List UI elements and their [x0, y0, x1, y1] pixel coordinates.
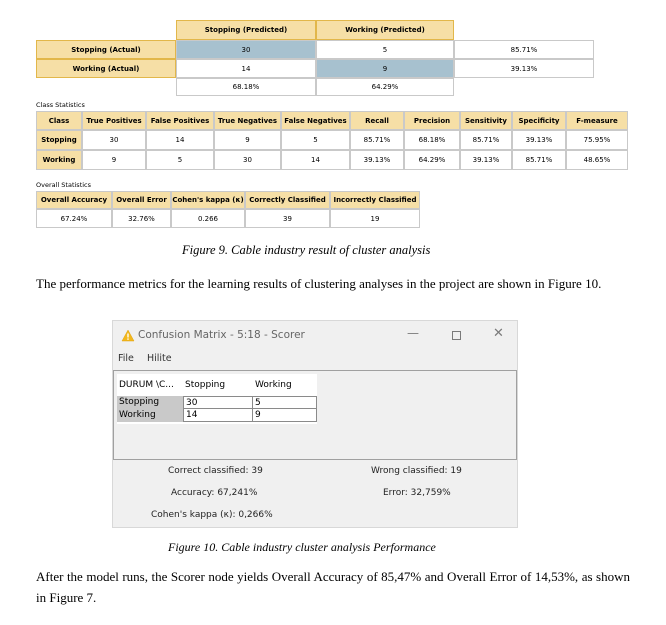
- accuracy-value: Accuracy: 67,241%: [171, 488, 258, 498]
- row-header-stopping-actual: Stopping (Actual): [36, 40, 176, 59]
- class-stats-header: Sensitivity: [460, 111, 512, 130]
- class-stats-cell: 9: [82, 150, 146, 170]
- grid-row-header-working[interactable]: Working: [117, 409, 183, 422]
- col-percentage: 68.18%: [176, 78, 316, 96]
- maximize-button[interactable]: [452, 331, 461, 340]
- grid-col-header-stopping: Stopping: [185, 380, 226, 390]
- class-stats-cell: 14: [281, 150, 350, 170]
- overall-statistics-title: Overall Statistics: [36, 181, 92, 189]
- class-stats-cell: 14: [146, 130, 214, 150]
- cohens-kappa-value: Cohen's kappa (κ): 0,266%: [151, 510, 273, 520]
- row-percentage: 85.71%: [454, 40, 594, 59]
- grid-row-header-stopping[interactable]: Stopping: [117, 396, 183, 409]
- overall-stats-cell: 39: [245, 209, 330, 228]
- minimize-button[interactable]: —: [407, 326, 419, 340]
- paragraph-2: After the model runs, the Scorer node yields Overall Accuracy of 85,47% and Overall Error of 14,53%, as shown in Figure 7.: [36, 569, 630, 605]
- class-stats-cell: 9: [214, 130, 281, 150]
- class-stats-cell: 30: [214, 150, 281, 170]
- class-stats-cell: 39.13%: [350, 150, 404, 170]
- overall-stats-cell: 32.76%: [112, 209, 171, 228]
- class-stats-cell: 39.13%: [512, 130, 566, 150]
- col-percentage: 64.29%: [316, 78, 454, 96]
- class-stats-cell: 85.71%: [350, 130, 404, 150]
- grid-cell[interactable]: 5: [253, 396, 317, 409]
- confusion-matrix-window: [112, 320, 518, 528]
- overall-stats-header: Incorrectly Classified: [330, 191, 420, 209]
- class-stats-cell: 48.65%: [566, 150, 628, 170]
- overall-stats-cell: 19: [330, 209, 420, 228]
- overall-stats-header: Cohen's kappa (κ): [171, 191, 245, 209]
- close-button[interactable]: ✕: [493, 326, 504, 341]
- class-stats-header: True Positives: [82, 111, 146, 130]
- row-percentage: 39.13%: [454, 59, 594, 78]
- window-title: Confusion Matrix - 5:18 - Scorer: [138, 329, 305, 341]
- class-stats-cell: 30: [82, 130, 146, 150]
- overall-stats-cell: 0.266: [171, 209, 245, 228]
- matrix-panel: [113, 370, 517, 460]
- class-stats-cell: 39.13%: [460, 150, 512, 170]
- class-stats-header: Precision: [404, 111, 460, 130]
- class-stats-cell: 5: [281, 130, 350, 150]
- figure-10-caption: Figure 10. Cable industry cluster analysis Performance: [168, 540, 436, 554]
- class-stats-cell: 68.18%: [404, 130, 460, 150]
- grid-corner-header: DURUM \C...: [119, 380, 174, 390]
- grid-cell[interactable]: 14: [183, 409, 253, 422]
- wrong-classified: Wrong classified: 19: [371, 466, 462, 476]
- overall-stats-header: Overall Error: [112, 191, 171, 209]
- class-stats-header: True Negatives: [214, 111, 281, 130]
- col-header-stopping-predicted: Stopping (Predicted): [176, 20, 316, 40]
- class-statistics-title: Class Statistics: [36, 101, 85, 109]
- menu-file[interactable]: File: [118, 353, 134, 364]
- class-stats-header: False Positives: [146, 111, 214, 130]
- paragraph-1: The performance metrics for the learning results of clustering analyses in the project are shown in Figure 10.: [36, 276, 602, 291]
- figure-9-caption: Figure 9. Cable industry result of cluster analysis: [182, 243, 431, 257]
- class-stats-cell: 75.95%: [566, 130, 628, 150]
- overall-stats-header: Correctly Classified: [245, 191, 330, 209]
- class-stats-header: F-measure: [566, 111, 628, 130]
- row-header-working-actual: Working (Actual): [36, 59, 176, 78]
- class-stats-header: Class: [36, 111, 82, 130]
- class-stats-cell: 85.71%: [460, 130, 512, 150]
- matrix-cell: 30: [176, 40, 316, 59]
- matrix-grid: [117, 374, 317, 424]
- grid-cell[interactable]: 9: [253, 409, 317, 422]
- error-value: Error: 32,759%: [383, 488, 451, 498]
- class-stats-cell: 5: [146, 150, 214, 170]
- col-header-working-predicted: Working (Predicted): [316, 20, 454, 40]
- matrix-cell: 9: [316, 59, 454, 78]
- grid-col-header-working: Working: [255, 380, 292, 390]
- class-stats-row-label: Working: [36, 150, 82, 170]
- grid-cell[interactable]: 30: [183, 396, 253, 409]
- matrix-cell: 5: [316, 40, 454, 59]
- warning-icon: [121, 329, 135, 342]
- matrix-cell: 14: [176, 59, 316, 78]
- class-stats-header: Recall: [350, 111, 404, 130]
- overall-stats-header: Overall Accuracy: [36, 191, 112, 209]
- class-stats-header: Specificity: [512, 111, 566, 130]
- class-stats-row-label: Stopping: [36, 130, 82, 150]
- overall-stats-cell: 67.24%: [36, 209, 112, 228]
- correct-classified: Correct classified: 39: [168, 466, 263, 476]
- class-stats-cell: 85.71%: [512, 150, 566, 170]
- class-stats-header: False Negatives: [281, 111, 350, 130]
- menu-hilite[interactable]: Hilite: [147, 353, 172, 364]
- class-stats-cell: 64.29%: [404, 150, 460, 170]
